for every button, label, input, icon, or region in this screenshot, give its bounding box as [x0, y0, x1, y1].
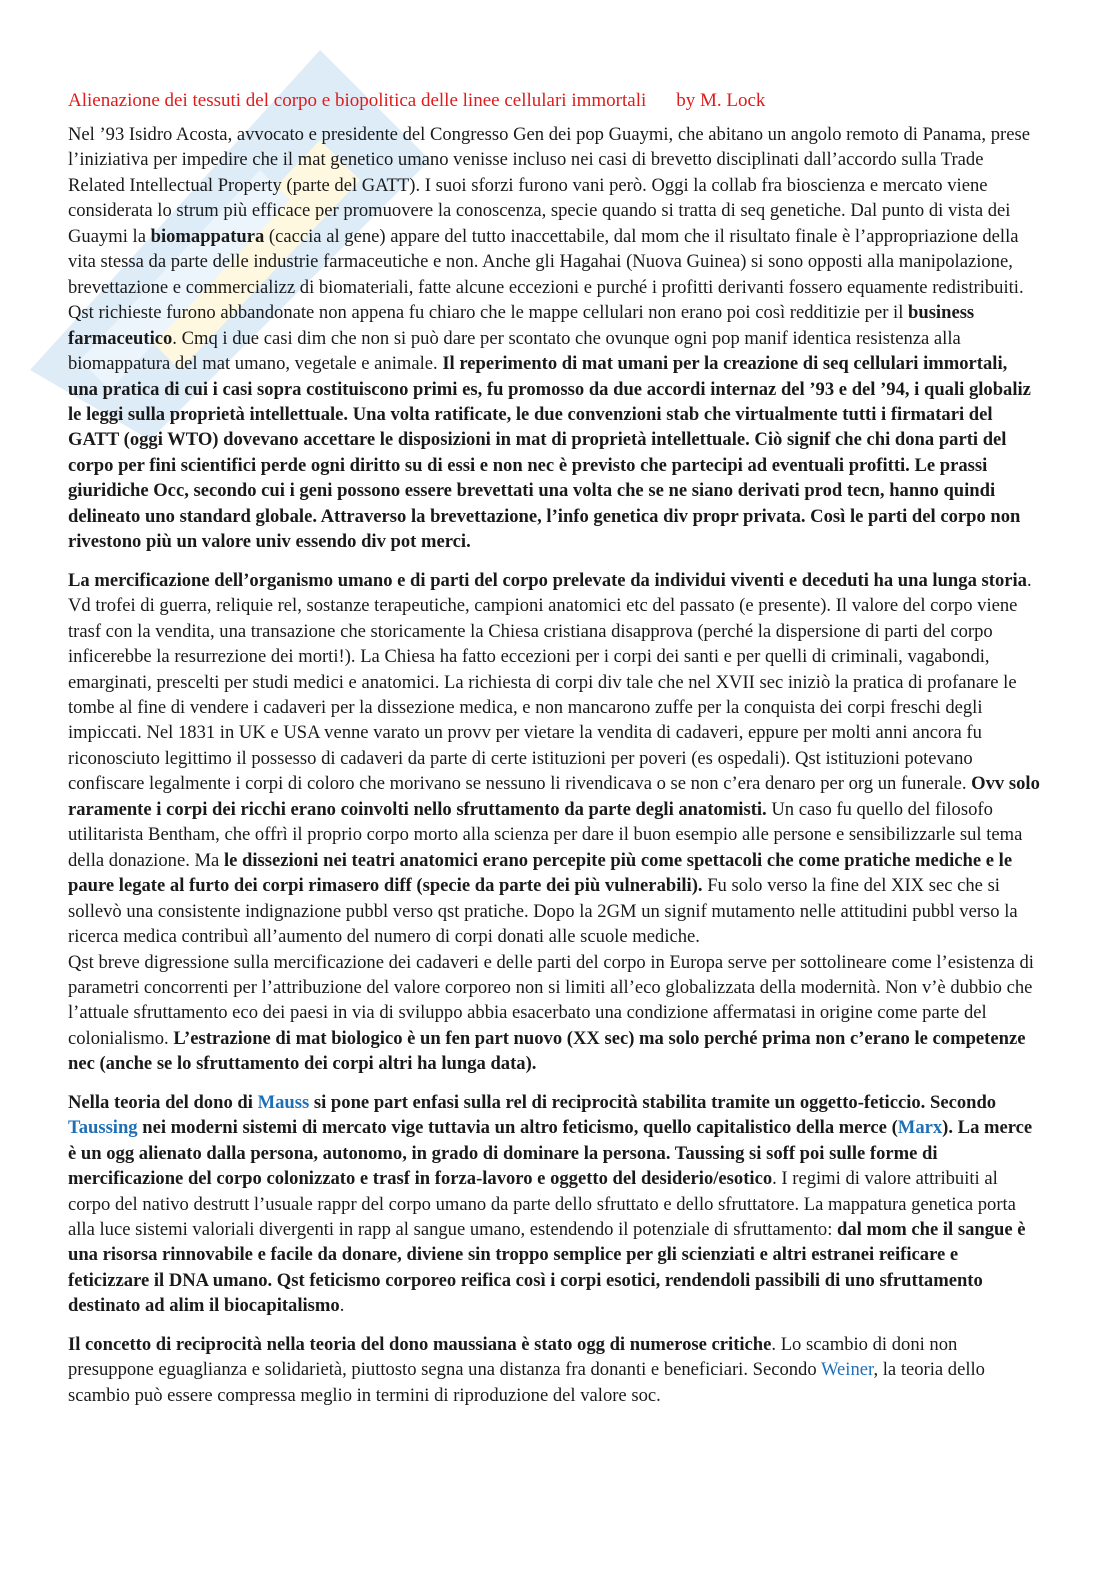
p2-bold-3: le dissezioni nei teatri anatomici erano percepite più come spettacoli che come pratiche mediche e le paure legate al furto dei corpi rimasero diff (specie da parte dei più vulnerabili). [68, 849, 1013, 897]
p3-bold-1: Nella teoria del dono di [68, 1091, 258, 1113]
paragraph-1 [68, 122, 1040, 555]
paragraph-4 [68, 1332, 1040, 1408]
p1-bold-2: business farmaceutico [68, 302, 975, 349]
p1-bold-1: biomappatura [150, 225, 265, 247]
p2-bold-2: Ovv solo raramente i corpi dei ricchi erano coinvolti nello sfruttamento da parte degli anatomisti. [68, 773, 1040, 820]
document-title: Alienazione dei tessuti del corpo e biopolitica delle linee cellulari immortali [68, 90, 647, 111]
p2-text-4: Qst breve digressione sulla mercificazione dei cadaveri e delle parti del corpo in Europa serve per sottolineare come l’esistenza di parametri concorrenti per l’attribuzione del valore corporeo non si limiti all’eco globalizzata della modernità. Non v’è dubbio che l’attuale sfruttamento eco dei paesi in via di sviluppo abbia esacerbato una condizione affermatasi in origine come parte del colonialismo. [68, 951, 1034, 1049]
p3-text-2: . [339, 1295, 345, 1317]
p2-bold-4: L’estrazione di mat biologico è un fen part nuovo (XX sec) ma solo perché prima non c’erano le competenze nec (anche se lo sfruttamento dei corpi altri ha lunga data). [68, 1027, 1026, 1075]
p2-text-2: Un caso fu quello del filosofo utilitarista Bentham, che offrì il proprio corpo morto alla scienza per dare il buon esempio alle persone e sensibilizzarle sul tema della donazione. Ma [68, 798, 1023, 871]
document-page [68, 88, 1040, 1421]
p4-text-2: , la teoria dello scambio può essere compressa meglio in termini di riproduzione del valore soc. [68, 1359, 985, 1406]
author-link-marx[interactable]: Marx [897, 1117, 943, 1139]
paragraph-3 [68, 1090, 1040, 1319]
p2-bold-1: La mercificazione dell’organismo umano e di parti del corpo prelevate da individui viventi e deceduti ha una lunga storia [68, 569, 1027, 591]
paragraph-2 [68, 568, 1040, 1077]
author-link-weiner[interactable]: Weiner [820, 1359, 874, 1381]
document-author: by M. Lock [676, 90, 766, 111]
document-title-line [68, 88, 1040, 114]
author-link-mauss[interactable]: Mauss [257, 1091, 310, 1113]
author-link-taussing[interactable]: Taussing [68, 1117, 138, 1139]
p3-bold-4: ). La merce è un ogg alienato dalla persona, autonomo, in grado di dominare la persona. Taussing si soff poi sulle forme di mercificazione del corpo colonizzato e trasf in forza-lavoro e oggetto del desiderio/esotico [68, 1117, 1033, 1190]
p2-text-3: Fu solo verso la fine del XIX sec che si sollevò una consistente indignazione pubbl verso qst pratiche. Dopo la 2GM un signif mutamento nelle attitudini pubbl verso la ricerca medica contribuì all’aumento del numero di corpi donati alle scuole mediche. [68, 875, 1018, 948]
p1-bold-3: Il reperimento di mat umani per la creazione di seq cellulari immortali, una pratica di cui i casi sopra costituiscono primi es, fu promosso da due accordi internaz del ’93 e del ’94, i quali globaliz le leggi sulla proprietà intellettuale. Una volta ratificate, le due convenzioni stab che virtualmente tutti i firmatari del GATT (oggi WTO) dovevano accettare le disposizioni in mat di proprietà intellettuale. Ciò signif che chi dona parti del corpo per fini scientifici perde ogni diritto su di essi e non nec è previsto che partecipi ad eventuali profitti. Le prassi giuridiche Occ, secondo cui i geni possono essere brevettati una volta che se ne siano derivati prod tecn, hanno quindi delineato uno standard globale. Attraverso la brevettazione, l’info genetica div propr privata. Così le parti del corpo non rivestono più un valore univ essendo div pot merci. [68, 353, 1031, 553]
p1-text-1: Nel ’93 Isidro Acosta, avvocato e presidente del Congresso Gen dei pop Guaymi, che abitano un angolo remoto di Panama, prese l’iniziativa per impedire che il mat genetico umano venisse incluso nei casi di brevetto disciplinati dall’accordo sulla Trade Related Intellectual Property (parte del GATT). I suoi sforzi furono vani però. Oggi la collab fra bioscienza e mercato viene considerata lo strum più efficace per promuovere la conoscenza, specie quando si tratta di seq genetiche. Dal punto di vista dei Guaymi la [68, 124, 1030, 247]
p1-text-3: . Cmq i due casi dim che non si può dare per scontato che ovunque ogni pop manif identica resistenza alla biomappatura del mat umano, vegetale e animale. [68, 327, 961, 375]
p4-bold-1: Il concetto di reciprocità nella teoria del dono maussiana è stato ogg di numerose critiche [68, 1333, 772, 1355]
p4-text-1: . Lo scambio di doni non presuppone eguaglianza e solidarietà, piuttosto segna una distanza fra donanti e beneficiari. Secondo [68, 1333, 958, 1381]
p1-text-2: (caccia al gene) appare del tutto inaccettabile, dal mom che il risultato finale è l’appropriazione della vita stessa da parte delle industrie farmaceutiche e non. Anche gli Hagahai (Nuova Guinea) si sono opposti alla manipolazione, brevettazione e commercializz di biomateriali, fatte alcune eccezioni e purché i profitti derivanti fossero equamente redistribuiti. Qst richieste furono abbandonate non appena fu chiaro che le mappe cellulari non erano poi così redditizie per il [68, 225, 1024, 324]
p3-bold-2: si pone part enfasi sulla rel di reciprocità stabilita tramite un oggetto-feticcio. Secondo [309, 1091, 997, 1113]
p3-bold-5: dal mom che il sangue è una risorsa rinnovabile e facile da donare, diviene sin troppo semplice per gli scienziati e altri estranei reificare e feticizzare il DNA umano. Qst feticismo corporeo reifica così i corpi esotici, rendendoli passibili di uno sfruttamento destinato ad alim il biocapitalismo [68, 1219, 1026, 1317]
p3-text-1: . I regimi di valore attribuiti al corpo del nativo destrutt l’usuale rappr del corpo umano da parte dello sfruttato e dello sfruttatore. La mappatura genetica porta alla luce sistemi valoriali divergenti in rapp al sangue umano, estendendo il potenziale di sfruttamento: [68, 1168, 1016, 1241]
p3-bold-3: nei moderni sistemi di mercato vige tuttavia un altro feticismo, quello capitalistico della merce ( [137, 1117, 898, 1139]
p2-text-1: . Vd trofei di guerra, reliquie rel, sostanze terapeutiche, campioni anatomici etc del passato (e presente). Il valore del corpo viene trasf con la vendita, una transazione che storicamente la Chiesa cristiana disapprova (perché la dispersione di parti del corpo inficerebbe la resurrezione dei morti!). La Chiesa ha fatto eccezioni per i corpi dei santi e per quelli di criminali, vagabondi, emarginati, prescelti per studi medici e anatomici. La richiesta di corpi div tale che nel XVII sec iniziò la pratica di profanare le tombe al fine di vendere i cadaveri per la dissezione medica, e non mancarono zuffe per la conquista dei corpi freschi degli impiccati. Nel 1831 in UK e USA venne varato un provv per vietare la vendita di cadaveri, eppure per molti anni ancora fu riconosciuto legittimo il possesso di cadaveri da parte di certe istituzioni per poveri (es ospedali). Qst istituzioni potevano confiscare legalmente i corpi di coloro che morivano se nessuno li rivendicava o se non c’era denaro per org un funerale. [68, 569, 1032, 795]
